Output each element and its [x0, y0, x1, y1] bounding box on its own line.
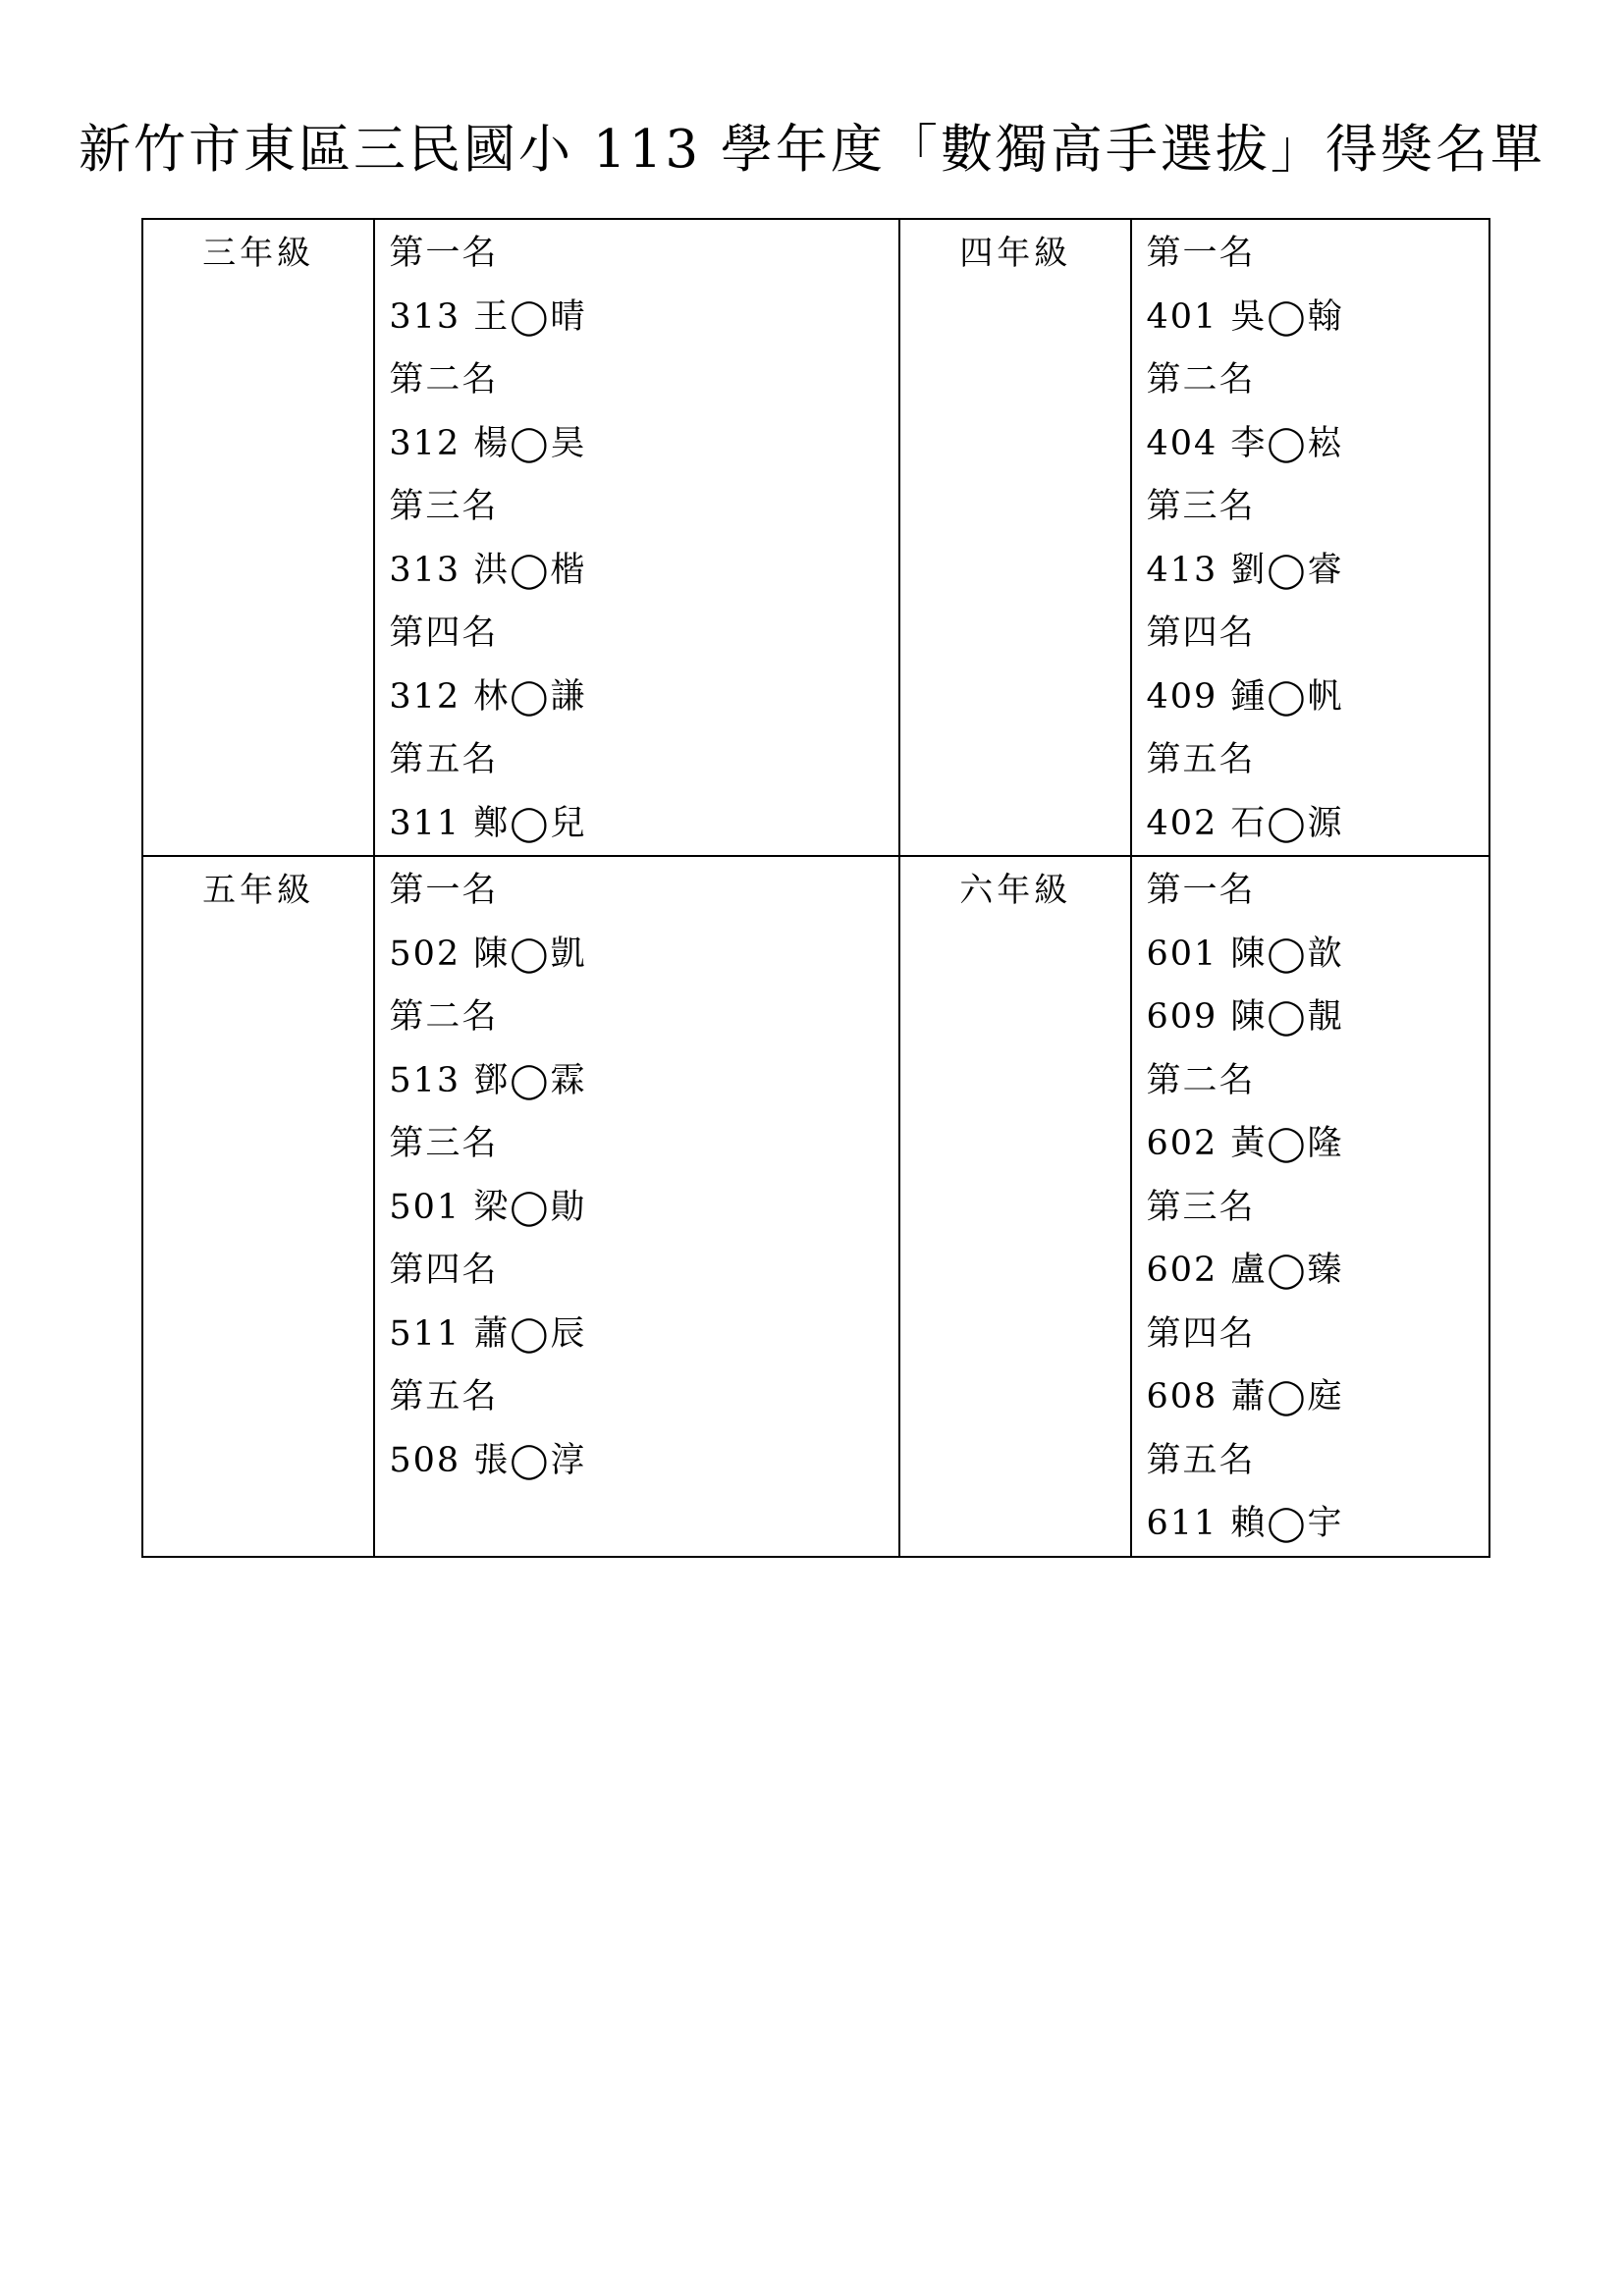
winner-list-4: [1131, 219, 1489, 856]
list-item: 401 吳◯翰: [1146, 296, 1344, 337]
list-item: 312 楊◯昊: [389, 423, 587, 463]
winner-list-3: [374, 219, 899, 856]
list-item: 602 黃◯隆: [1146, 1124, 1344, 1163]
award-table: [141, 218, 1490, 1558]
list-item: 第二名: [1146, 360, 1256, 400]
list-item: 313 洪◯楷: [389, 550, 587, 590]
list-item: 311 鄭◯兒: [389, 803, 587, 843]
table-row: [142, 856, 1489, 1557]
list-item: 501 梁◯勛: [389, 1187, 587, 1227]
list-item: 第五名: [389, 740, 499, 779]
list-item: 513 鄧◯霖: [389, 1060, 587, 1100]
list-item: 第二名: [1146, 1060, 1256, 1100]
list-item: 第五名: [389, 1377, 499, 1416]
list-item: 第一名: [1146, 871, 1256, 910]
list-item: 第三名: [389, 487, 499, 526]
list-item: 第二名: [389, 360, 499, 400]
list-item: 第四名: [389, 1251, 499, 1290]
list-item: 402 石◯源: [1146, 803, 1344, 843]
list-item: 511 蕭◯辰: [389, 1313, 587, 1354]
grade-label-4: 四年級: [899, 219, 1131, 856]
grade-label-6: 六年級: [899, 856, 1131, 1557]
list-item: 第五名: [1146, 1440, 1256, 1480]
list-item: 611 賴◯宇: [1146, 1504, 1344, 1543]
list-item: 601 陳◯歆: [1146, 934, 1344, 974]
list-item: 404 李◯崧: [1146, 423, 1344, 463]
list-item: 第四名: [389, 614, 499, 653]
list-item: 313 王◯晴: [389, 296, 587, 337]
list-item: 第四名: [1146, 1313, 1256, 1354]
list-item: 第三名: [1146, 1187, 1256, 1227]
list-item: 第三名: [1146, 487, 1256, 526]
table-row: [142, 219, 1489, 856]
list-item: 第三名: [389, 1124, 499, 1163]
page-title: 新竹市東區三民國小 113 學年度「數獨高手選拔」得獎名單: [79, 120, 1545, 180]
list-item: 第一名: [1146, 234, 1256, 273]
list-item: 第一名: [389, 871, 499, 910]
list-item: 第二名: [389, 997, 499, 1037]
winner-list-5: [374, 856, 899, 1557]
list-item: 602 盧◯臻: [1146, 1251, 1344, 1290]
list-item: 312 林◯謙: [389, 676, 587, 717]
list-item: 508 張◯淳: [389, 1440, 587, 1480]
list-item: 第四名: [1146, 614, 1256, 653]
list-item: 409 鍾◯帆: [1146, 676, 1344, 717]
list-item: 第一名: [389, 234, 499, 273]
winner-list-6: [1131, 856, 1489, 1557]
list-item: 609 陳◯靚: [1146, 997, 1344, 1037]
list-item: 608 蕭◯庭: [1146, 1377, 1344, 1416]
list-item: 413 劉◯睿: [1146, 550, 1344, 590]
grade-label-5: 五年級: [142, 856, 374, 1557]
list-item: 第五名: [1146, 740, 1256, 779]
list-item: 502 陳◯凱: [389, 934, 587, 974]
grade-label-3: 三年級: [142, 219, 374, 856]
